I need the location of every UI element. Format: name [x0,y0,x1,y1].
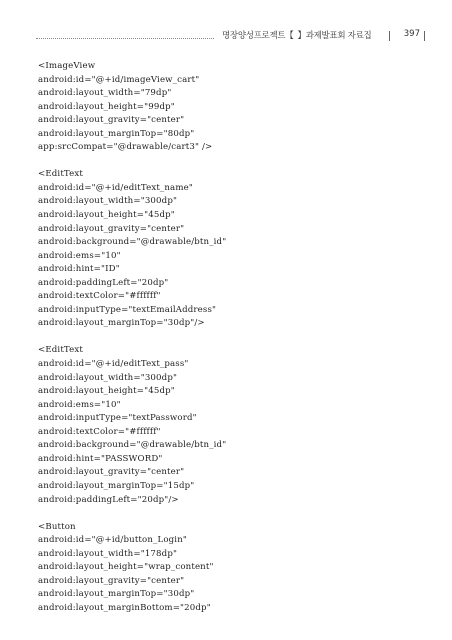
code-line: <ImageView [38,61,96,71]
code-line: android:id="@+id/imageView_cart" [38,74,200,85]
header-divider-bar [389,31,390,41]
code-line: android:layout_marginTop="30dp"/> [38,318,205,329]
code-line: android:textColor="#ffffff" [38,291,161,302]
code-line: android:layout_gravity="center" [38,467,185,478]
code-line: android:layout_marginTop="30dp" [38,589,195,600]
blank-line [38,507,422,521]
code-line: android:inputType="textPassword" [38,413,197,424]
code-line: <Button [38,521,76,532]
code-line: android:hint="ID" [38,264,120,275]
code-line: android:layout_gravity="center" [38,575,185,586]
code-line: android:background="@drawable/btn_id" [38,237,227,248]
code-line: android:layout_height="wrap_content" [38,562,214,573]
header-project: 명장양성프로젝트【 [222,31,294,41]
code-line: android:layout_height="99dp" [38,101,175,112]
code-line: android:layout_width="178dp" [38,548,178,559]
code-line: android:inputType="textEmailAddress" [38,304,217,315]
code-line: android:layout_gravity="center" [38,115,185,126]
code-line: android:layout_height="45dp" [38,210,175,221]
code-line: android:background="@drawable/btn_id" [38,440,227,451]
header-divider-bar [424,31,425,41]
code-line: app:srcCompat="@drawable/cart3" /> [38,142,213,153]
code-line: android:paddingLeft="20dp" [38,277,169,288]
code-line: android:layout_width="300dp" [38,196,178,207]
code-line: android:hint="PASSWORD" [38,453,163,464]
code-line: android:layout_marginTop="80dp" [38,128,195,139]
code-line: android:textColor="#ffffff" [38,426,161,437]
header-collection-title: 】과제발표회 자료집 [297,31,372,41]
page-number: 397 [403,29,420,39]
code-line: android:layout_height="45dp" [38,386,175,397]
code-line: android:ems="10" [38,399,121,410]
code-line: android:layout_marginTop="15dp" [38,480,195,491]
code-line: android:ems="10" [38,250,121,261]
code-line: android:layout_gravity="center" [38,223,185,234]
code-line: android:id="@+id/editText_name" [38,182,193,193]
code-line: <EditText [38,169,83,180]
code-line: android:layout_width="300dp" [38,372,178,383]
page-header [36,29,420,43]
code-line: android:paddingLeft="20dp"/> [38,494,179,505]
code-line: android:layout_marginBottom="20dp" [38,602,211,613]
blank-line [38,155,422,169]
code-line: android:id="@+id/button_Login" [38,535,187,546]
code-line: <EditText [38,345,83,356]
code-line: android:layout_width="79dp" [38,88,172,99]
blank-line [38,331,422,345]
header-dotted-leader [36,38,214,39]
code-line: android:id="@+id/editText_pass" [38,359,189,370]
header-title [222,29,375,41]
code-listing [38,60,422,615]
